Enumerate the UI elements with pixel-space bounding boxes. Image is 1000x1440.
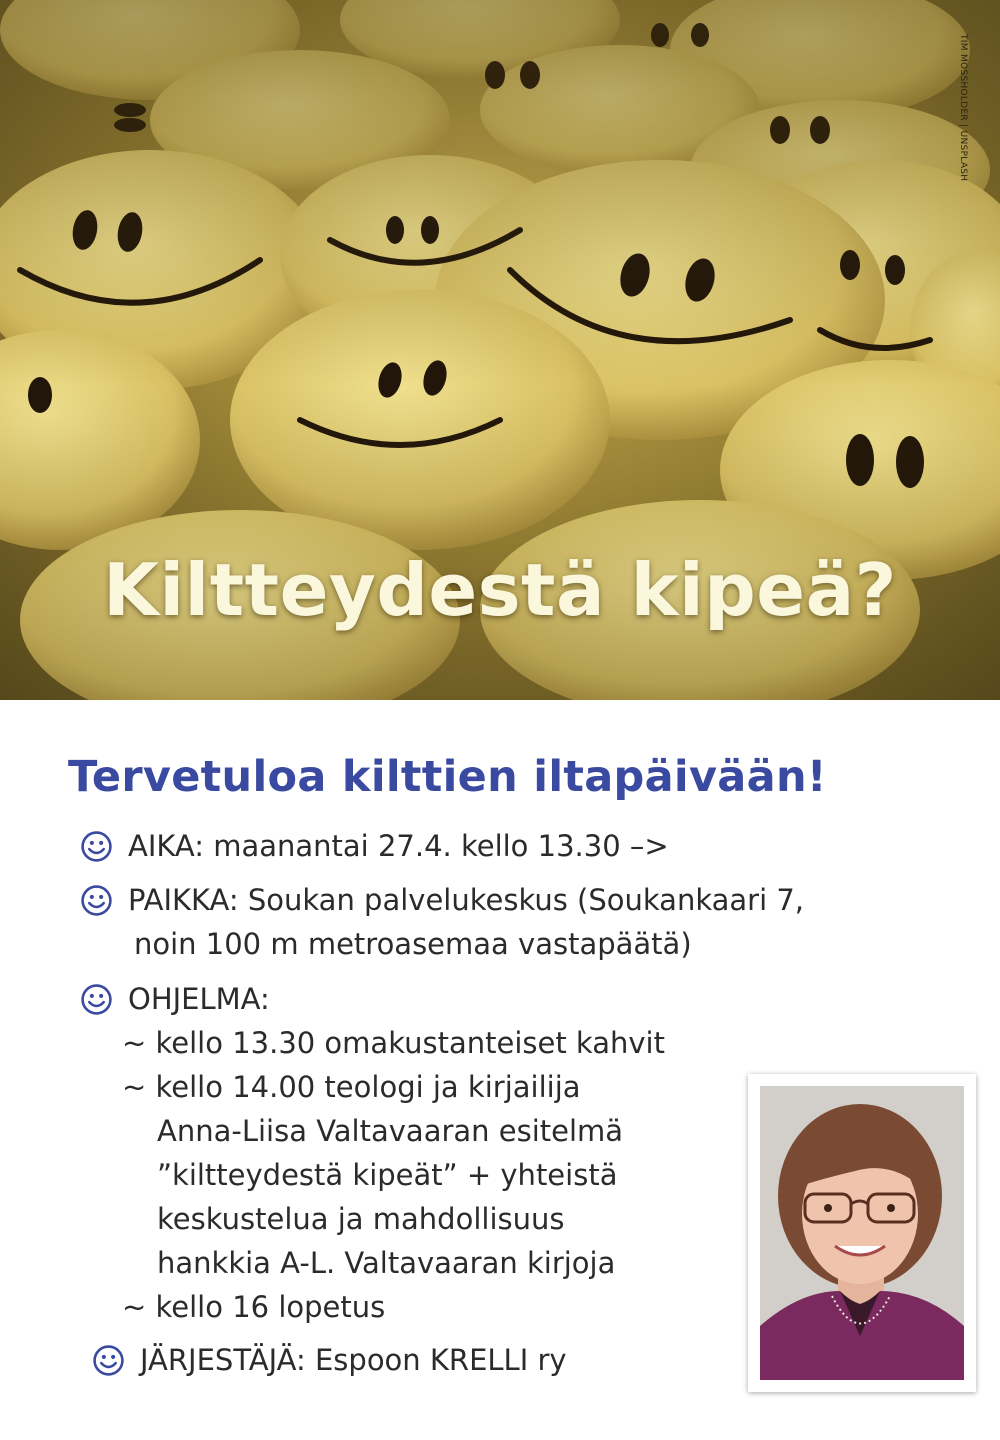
subtitle: Tervetuloa kilttien iltapäivään! <box>68 752 827 802</box>
photo-credit: TIM MOSSHOLDER | UNSPLASH <box>958 34 968 182</box>
program-item-talk-line1: ~ kello 14.00 teologi ja kirjailija <box>122 1070 581 1104</box>
detail-ohjelma: OHJELMA: <box>128 982 270 1016</box>
detail-aika: AIKA: maanantai 27.4. kello 13.30 –> <box>128 829 669 863</box>
smiley-icon <box>80 884 113 917</box>
detail-paikka-line1: PAIKKA: Soukan palvelukeskus (Soukankaari 7, <box>128 883 805 917</box>
smiley-icon <box>80 983 113 1016</box>
smiley-icon <box>92 1344 125 1377</box>
smiley-icon <box>80 830 113 863</box>
program-item-talk-line4: keskustelua ja mahdollisuus <box>157 1202 565 1236</box>
hero-title: Kiltteydestä kipeä? <box>103 548 897 632</box>
program-item-talk-line3: ”kiltteydestä kipeät” + yhteistä <box>157 1158 618 1192</box>
detail-jarjestaja: JÄRJESTÄJÄ: Espoon KRELLI ry <box>140 1343 567 1377</box>
program-item-coffee: ~ kello 13.30 omakustanteiset kahvit <box>122 1026 665 1060</box>
speaker-portrait <box>760 1086 964 1380</box>
program-item-talk-line2: Anna-Liisa Valtavaaran esitelmä <box>157 1114 624 1148</box>
detail-paikka-line2: noin 100 m metroasemaa vastapäätä) <box>134 927 692 961</box>
program-item-talk-line5: hankkia A-L. Valtavaaran kirjoja <box>157 1246 616 1280</box>
program-item-end: ~ kello 16 lopetus <box>122 1290 386 1324</box>
hero-image <box>0 0 1000 700</box>
speaker-photo <box>748 1074 976 1392</box>
